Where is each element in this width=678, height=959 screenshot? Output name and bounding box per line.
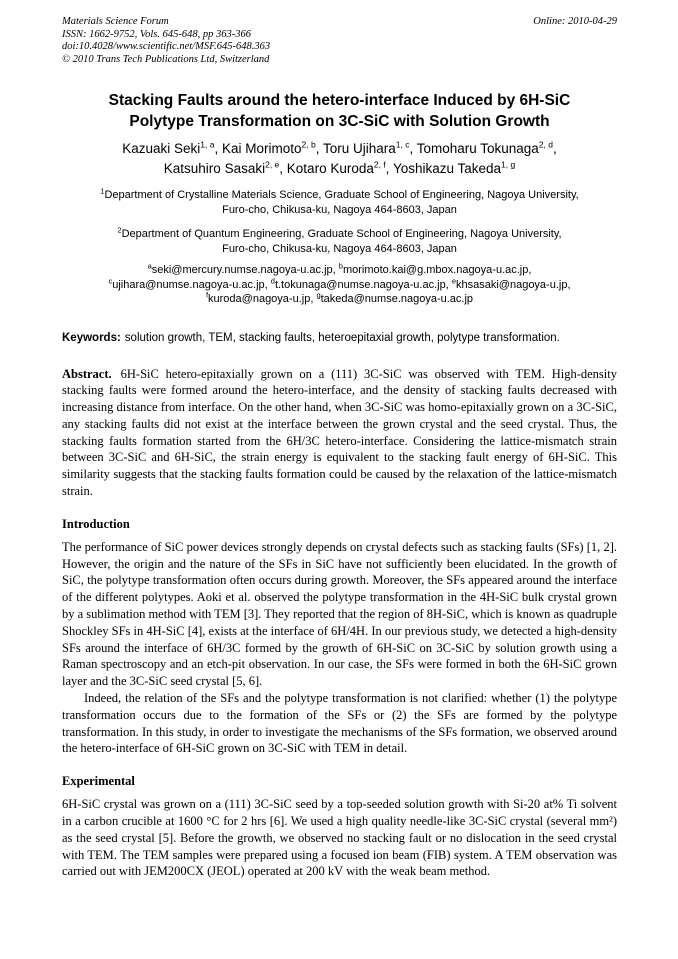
author-name: Kai Morimoto <box>221 141 302 156</box>
affiliation-text: Furo-cho, Chikusa-ku, Nagoya 464-8603, Japan <box>222 243 457 255</box>
keywords-text: solution growth, TEM, stacking faults, heteroepitaxial growth, polytype transformation. <box>124 331 560 344</box>
doi-line: doi:10.4028/www.scientific.net/MSF.645-648.363 <box>62 41 271 52</box>
email-address: takeda@numse.nagoya-u.ac.jp <box>320 293 474 305</box>
copyright-line: © 2010 Trans Tech Publications Ltd, Switzerland <box>62 53 270 65</box>
author-list <box>62 139 617 179</box>
author-name: Katsuhiro Sasaki <box>163 161 266 176</box>
email-entry <box>108 275 271 291</box>
email-marker: a <box>147 261 152 271</box>
email-entry <box>270 275 452 291</box>
affiliation-2 <box>62 227 617 257</box>
paragraph: 6H-SiC crystal was grown on a (111) 3C-SiC seed by a top-seeded solution growth with Si-20 at% Ti solvent in a carbon crucible at 1600 °C for 2 hrs [6]. We used a high quality needle-like 3C-SiC crystal (several mm²) as the seed crystal [5]. Before the growth, we observed no stacking fault or no dislocation in the seed crystal with TEM. The TEM samples were prepared using a focused ion beam (FIB) system. A TEM observation was carried out with JEM200CX (JEOL) operated at 200 kV with the weak beam method. <box>62 797 617 879</box>
email-entry <box>205 290 317 305</box>
email-address: seki@mercury.numse.nagoya-u.ac.jp, <box>151 264 339 276</box>
email-marker: e <box>451 275 456 285</box>
paper-title <box>62 90 617 132</box>
author <box>222 141 323 156</box>
affiliation-marker: 2 <box>117 225 122 235</box>
section-introduction <box>62 517 617 757</box>
journal-header <box>62 16 617 66</box>
email-list <box>62 263 617 307</box>
author-name: Toru Ujihara <box>322 141 396 156</box>
author-separator: , <box>385 161 393 176</box>
author-affil-marker: 1, a <box>200 139 215 150</box>
affiliation-text: Department of Crystalline Materials Science, Graduate School of Engineering, Nagoya University, <box>104 189 579 201</box>
email-marker: f <box>205 290 209 300</box>
title-line-2: Polytype Transformation on 3C-SiC with Solution Growth <box>129 113 550 130</box>
title-line-1: Stacking Faults around the hetero-interface Induced by 6H-SiC <box>108 92 571 109</box>
section-heading: Experimental <box>62 774 135 789</box>
journal-name: Materials Science Forum <box>62 16 169 27</box>
affiliation-text: Department of Quantum Engineering, Graduate School of Engineering, Nagoya University, <box>121 228 562 240</box>
author-name: Kazuaki Seki <box>122 141 201 156</box>
email-entry <box>316 290 474 305</box>
email-address: khsasaki@nagoya-u.jp, <box>456 278 571 291</box>
keywords-label: Keywords: <box>62 331 121 344</box>
author-name: Kotaro Kuroda <box>286 161 374 176</box>
author-affil-marker: 2, e <box>265 159 280 170</box>
author <box>323 141 417 156</box>
section-experimental <box>62 774 617 880</box>
author <box>287 161 393 176</box>
email-entry <box>451 275 571 291</box>
author-affil-marker: 1, c <box>395 139 410 150</box>
author-name: Tomoharu Tokunaga <box>416 141 539 156</box>
affiliation-1 <box>62 188 617 218</box>
paragraph: The performance of SiC power devices strongly depends on crystal defects such as stacking faults (SFs) [1, 2]. However, the origin and the nature of the SFs in SiC have not sufficiently been elucidated. In the growth of SiC, the polytype transformation often occurs during growth. Moreover, the SFs appeared around the interface of the different polytypes. Aoki et al. observed the polytype transformation in the 4H-SiC bulk crystal grown by a sublimation method with TEM [3]. They reported that the region of 8H-SiC, which is known as quadruple Shockley SFs in 4H-SiC [4], exists at the interface of 6H/4H. In our previous study, we detected a high-density SFs around the interface of 6H/3C formed by the growth of 6H-SiC on 3C-SiC by solution growth using a Raman spectroscopy and an etch-pit observation. In our case, the SFs were formed in both the 6H-SiC grown layer and the 3C-SiC seed crystal [5, 6]. <box>62 539 617 689</box>
author-affil-marker: 2, f <box>373 159 386 170</box>
author-affil-marker: 2, b <box>301 139 316 150</box>
author-separator: , <box>315 141 323 156</box>
online-date: Online: 2010-04-29 <box>533 16 617 27</box>
affiliation-text: Furo-cho, Chikusa-ku, Nagoya 464-8603, Japan <box>222 204 457 216</box>
email-address: t.tokunaga@numse.nagoya-u.ac.jp, <box>274 278 452 291</box>
author-separator: , <box>279 161 287 176</box>
email-address: kuroda@nagoya-u.jp, <box>208 293 317 305</box>
author-affil-marker: 2, d <box>538 139 553 150</box>
author-separator: , <box>214 141 222 156</box>
abstract-label: Abstract. <box>62 366 112 381</box>
affiliation-marker: 1 <box>100 186 105 196</box>
author-affil-marker: 1, g <box>501 159 516 170</box>
author-separator: , <box>409 141 417 156</box>
email-marker: b <box>338 261 343 271</box>
author <box>122 141 222 156</box>
email-address: morimoto.kai@g.mbox.nagoya-u.ac.jp, <box>342 264 532 276</box>
author <box>417 141 557 156</box>
abstract <box>62 366 617 500</box>
email-entry <box>338 261 532 276</box>
email-marker: g <box>316 290 321 300</box>
email-entry <box>147 261 339 276</box>
email-marker: c <box>108 275 113 285</box>
keywords-line <box>62 331 617 346</box>
journal-info <box>62 16 270 66</box>
abstract-text: 6H-SiC hetero-epitaxially grown on a (111) 3C-SiC was observed with TEM. High-density stacking faults were formed around the hetero-interface, and the density of stacking faults decreased with increasing distance from interface. On the other hand, when 3C-SiC was homo-epitaxially grown on a 3C-SiC, any stacking faults did not exist at the interface between the grown crystal and the seed crystal. Thus, the stacking faults formation started from the 6H/3C hetero-interface. Considering the lattice-mismatch strain between 3C-SiC and 6H-SiC, the strain energy is equivalent to the stacking fault energy of 6H-SiC. This similarity suggests that the stacking faults formation could be caused by the relaxation of the lattice-mismatch strain. <box>62 366 617 499</box>
paragraph: Indeed, the relation of the SFs and the polytype transformation is not clarified: whether (1) the polytype transformation occurs due to the formation of the SFs or (2) the SFs are formed by the polytype transformation. In this study, in order to investigate the mechanisms of the SFs formation, we observed around the hetero-interface of 6H-SiC grown on 3C-SiC with TEM in detail. <box>62 691 617 756</box>
issn-line: ISSN: 1662-9752, Vols. 645-648, pp 363-366 <box>62 28 251 40</box>
email-marker: d <box>270 275 275 285</box>
author <box>164 161 287 176</box>
section-heading: Introduction <box>62 516 130 531</box>
author-separator: , <box>553 141 557 156</box>
author-name: Yoshikazu Takeda <box>392 161 502 176</box>
author <box>393 161 515 176</box>
email-address: ujihara@numse.nagoya-u.ac.jp, <box>112 278 271 291</box>
